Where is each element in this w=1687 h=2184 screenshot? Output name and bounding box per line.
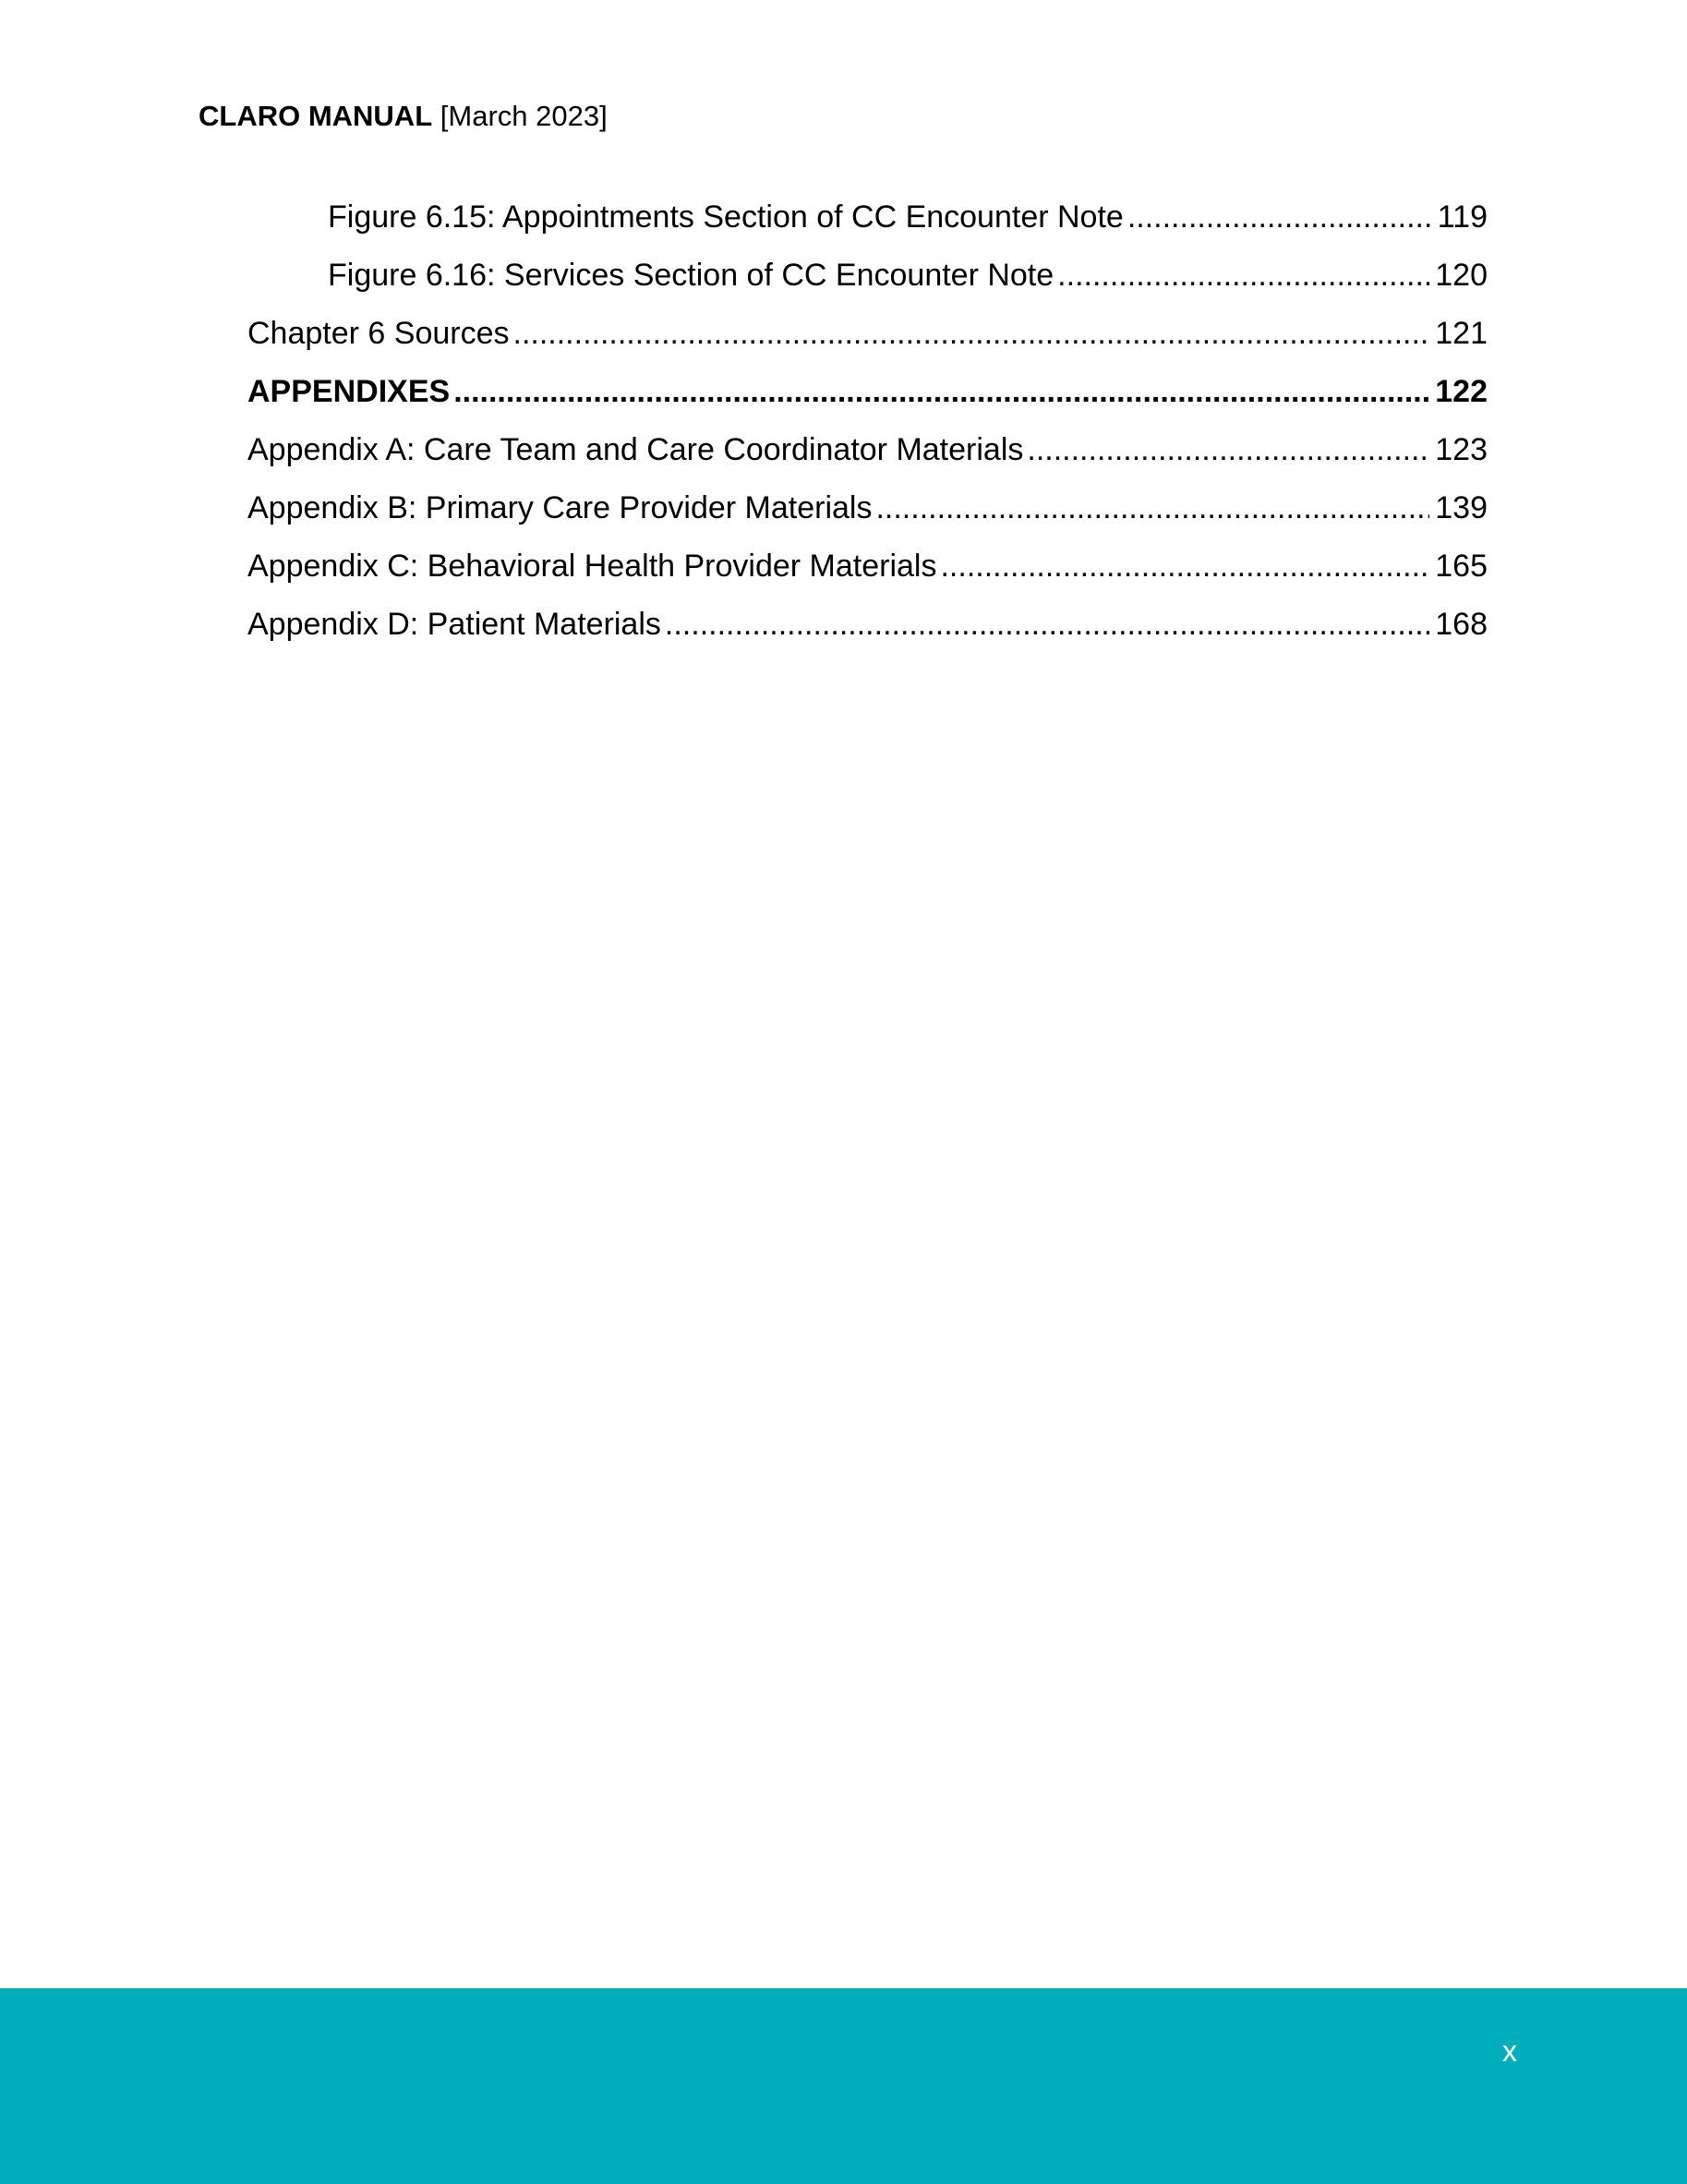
toc-entry[interactable] xyxy=(328,197,1488,237)
toc-entry-label: Appendix C: Behavioral Health Provider Materials xyxy=(247,549,937,584)
manual-title: CLARO MANUAL xyxy=(199,100,433,132)
running-header xyxy=(199,96,608,137)
toc-entry[interactable] xyxy=(247,371,1488,412)
toc-entry-page: 139 xyxy=(1435,490,1488,525)
toc-entry-page: 123 xyxy=(1435,432,1488,467)
toc-entry[interactable] xyxy=(328,255,1488,296)
toc-entry-label: Figure 6.15: Appointments Section of CC Encounter Note xyxy=(328,199,1124,235)
toc-entry-page: 168 xyxy=(1435,607,1488,642)
footer-page-number: x xyxy=(1502,2034,1517,2068)
toc-entry-label: Appendix D: Patient Materials xyxy=(247,607,661,642)
toc-entry-label: Appendix B: Primary Care Provider Materials xyxy=(247,490,873,525)
toc-dot-leader xyxy=(875,488,1429,528)
toc-dot-leader xyxy=(513,313,1430,354)
toc-dot-leader xyxy=(1057,255,1429,296)
manual-date: [March 2023] xyxy=(440,100,608,132)
toc-dot-leader xyxy=(453,371,1429,412)
toc-entry[interactable] xyxy=(247,429,1488,470)
toc-entry-page: 119 xyxy=(1437,199,1488,235)
toc-entry-page: 165 xyxy=(1435,549,1488,584)
toc-dot-leader xyxy=(665,604,1429,645)
toc-entry-label: Figure 6.16: Services Section of CC Encounter Note xyxy=(328,258,1054,293)
toc-dot-leader xyxy=(940,546,1429,586)
toc-entry-label: APPENDIXES xyxy=(247,374,451,409)
toc-entry-label: Appendix A: Care Team and Care Coordinator Materials xyxy=(247,432,1024,467)
toc-entry[interactable] xyxy=(247,546,1488,586)
toc-entry[interactable] xyxy=(247,604,1488,645)
toc-entry-label: Chapter 6 Sources xyxy=(247,316,510,351)
toc-entry-page: 122 xyxy=(1435,374,1488,409)
footer-band xyxy=(0,1988,1687,2184)
toc-entry-page: 121 xyxy=(1435,316,1488,351)
toc-dot-leader xyxy=(1127,197,1432,237)
toc-dot-leader xyxy=(1027,429,1429,470)
toc-entry[interactable] xyxy=(247,488,1488,528)
toc-entry[interactable] xyxy=(247,313,1488,354)
toc-entry-page: 120 xyxy=(1435,258,1488,293)
